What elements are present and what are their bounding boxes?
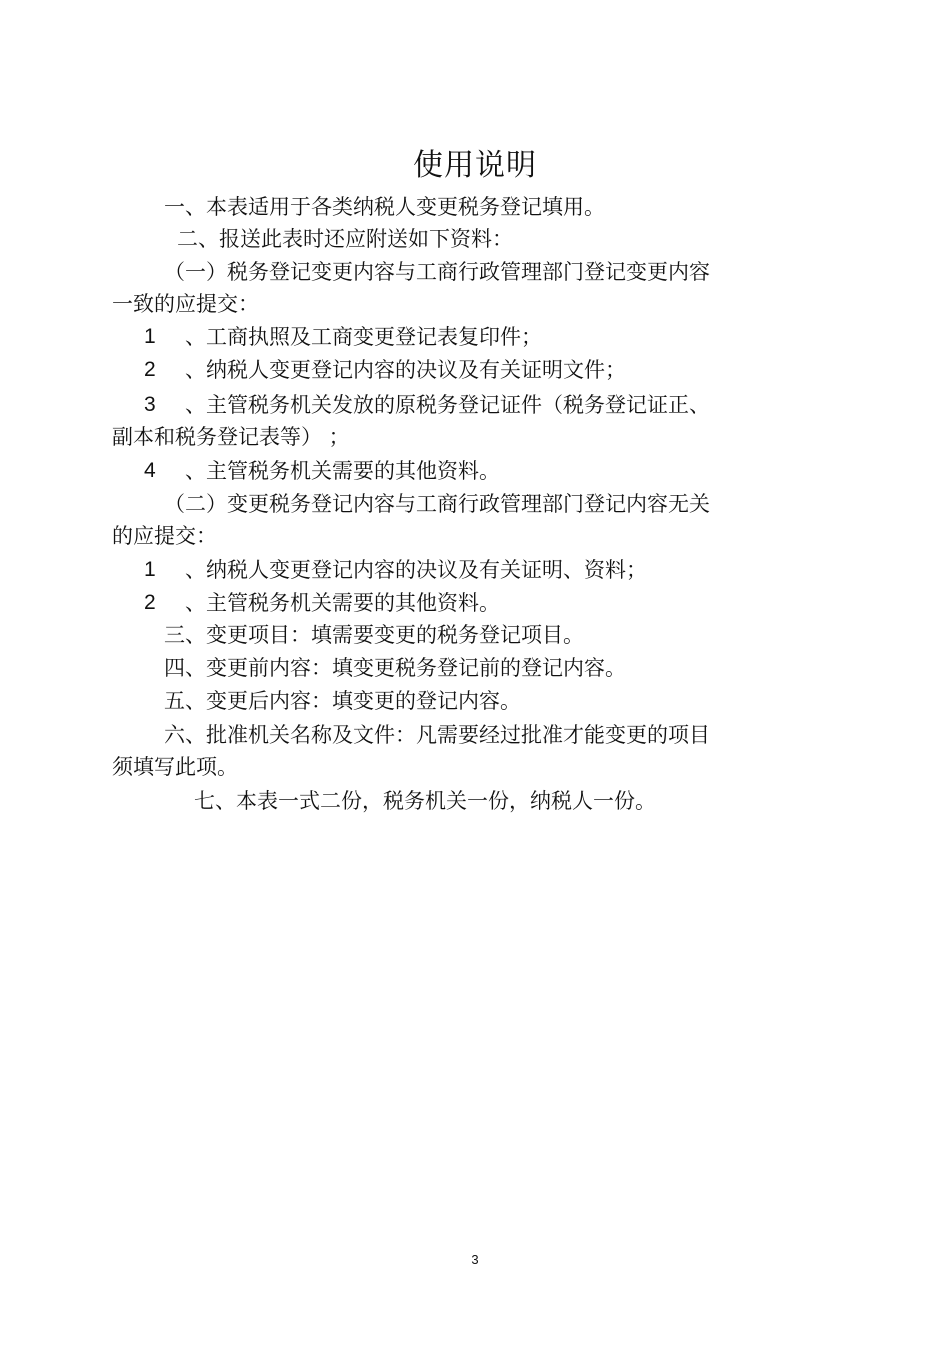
section-1-item-1: 、工商执照及工商变更登记表复印件； (185, 325, 542, 349)
instruction-4: 四、变更前内容：填变更税务登记前的登记内容。 (164, 656, 626, 680)
section-1-item-2: 、纳税人变更登记内容的决议及有关证明文件； (185, 358, 626, 382)
section-1-heading: （一）税务登记变更内容与工商行政管理部门登记变更内容 (164, 260, 710, 284)
section-1-item-1-number: 1 (144, 325, 156, 348)
section-2-heading: （二）变更税务登记内容与工商行政管理部门登记内容无关 (164, 492, 710, 516)
section-2-item-2: 、主管税务机关需要的其他资料。 (185, 591, 500, 615)
section-1-item-3: 、主管税务机关发放的原税务登记证件（税务登记证正、 (185, 393, 710, 417)
page-title: 使用说明 (413, 148, 537, 183)
section-2-item-1-number: 1 (144, 558, 156, 581)
instruction-6: 六、批准机关名称及文件：凡需要经过批准才能变更的项目 (164, 723, 710, 747)
instruction-1: 一、本表适用于各类纳税人变更税务登记填用。 (164, 195, 605, 219)
section-2-item-2-number: 2 (144, 591, 156, 614)
section-1-item-4-number: 4 (144, 459, 156, 482)
instruction-7: 七、本表一式二份，税务机关一份，纳税人一份。 (194, 789, 656, 813)
section-1-item-3-number: 3 (144, 393, 156, 416)
page-number: 3 (471, 1252, 479, 1267)
instruction-5: 五、变更后内容：填变更的登记内容。 (164, 689, 521, 713)
instruction-3: 三、变更项目：填需要变更的税务登记项目。 (164, 623, 584, 647)
section-1-item-2-number: 2 (144, 358, 156, 381)
section-1-item-4: 、主管税务机关需要的其他资料。 (185, 459, 500, 483)
instruction-6-cont: 须填写此项。 (112, 755, 238, 779)
instruction-2: 二、报送此表时还应附送如下资料： (177, 227, 513, 251)
section-1-item-3-cont: 副本和税务登记表等） ； (112, 425, 350, 449)
section-2-item-1: 、纳税人变更登记内容的决议及有关证明、资料； (185, 558, 647, 582)
section-2-heading-cont: 的应提交： (112, 524, 217, 548)
section-1-heading-cont: 一致的应提交： (112, 292, 259, 316)
